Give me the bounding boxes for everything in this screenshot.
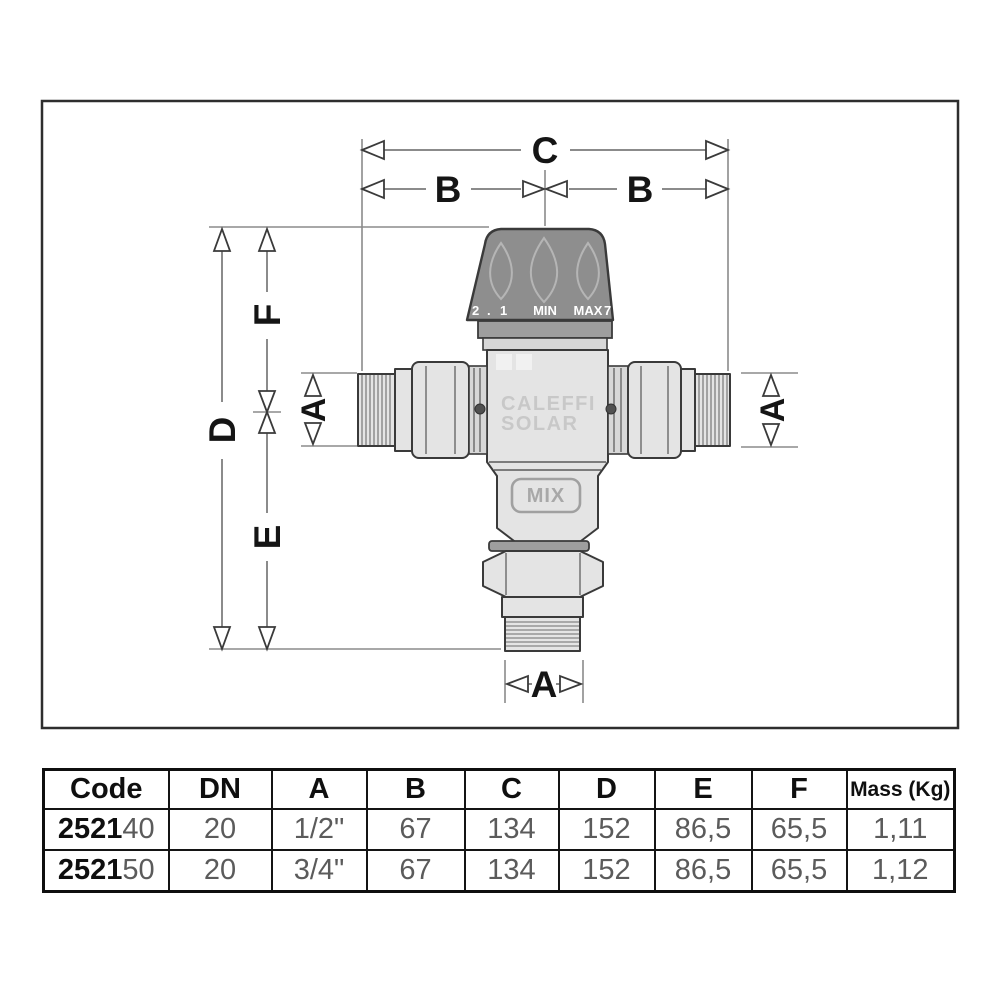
knob-scale-1: 1 (500, 303, 508, 318)
dim-label-e: E (247, 524, 288, 550)
dimension-a-bottom (507, 664, 581, 705)
dim-label-b-right: B (626, 169, 654, 210)
arrow-down-icon (305, 423, 321, 444)
mass-cell: 1,11 (847, 809, 955, 850)
body-highlight (516, 354, 532, 370)
dimension-d (202, 229, 243, 649)
c-cell: 134 (465, 850, 559, 892)
dimension-c (362, 130, 728, 171)
col-header-c: C (465, 770, 559, 810)
dn-cell: 20 (169, 850, 272, 892)
arrow-up-icon (305, 375, 321, 396)
code-cell (44, 809, 169, 850)
table-header-row (44, 770, 955, 810)
valve-body (487, 350, 608, 544)
mixing-valve (358, 229, 730, 651)
col-header-b: B (367, 770, 465, 810)
bottom-cylinder (502, 597, 583, 617)
c-cell: 134 (465, 809, 559, 850)
arrow-left-icon (362, 141, 384, 159)
code-suffix: 50 (122, 854, 155, 886)
knob-scale-dot: . (487, 303, 491, 318)
dim-label-c: C (531, 130, 559, 171)
dim-label-a-right: A (754, 397, 792, 423)
col-header-d: D (559, 770, 655, 810)
dim-label-f: F (247, 303, 288, 327)
arrow-right-icon (560, 676, 581, 692)
arrow-mid-down-icon (259, 391, 275, 412)
b-cell: 67 (367, 850, 465, 892)
arrow-down-icon (259, 627, 275, 649)
arrow-right-icon (706, 180, 728, 198)
a-cell: 1/2" (272, 809, 367, 850)
table-row (44, 850, 955, 892)
bottom-hex-nut (483, 551, 603, 597)
code-prefix: 2521 (57, 813, 123, 845)
dim-label-a-left: A (295, 397, 333, 423)
right-port (608, 362, 730, 458)
col-header-f: F (752, 770, 847, 810)
col-header-dn: DN (169, 770, 272, 810)
e-cell: 86,5 (655, 809, 752, 850)
arrow-up-icon (763, 375, 779, 396)
spec-table (42, 768, 956, 893)
knob-scale-min: MIN (533, 303, 557, 318)
left-rivet-dot (475, 404, 485, 414)
arrow-center-right-icon (523, 181, 544, 197)
table-row (44, 809, 955, 850)
f-cell: 65,5 (752, 850, 847, 892)
arrow-left-icon (362, 180, 384, 198)
knob-scale-7: 7 (604, 303, 612, 318)
b-cell: 67 (367, 809, 465, 850)
arrow-up-icon (259, 229, 275, 251)
mix-label: MIX (526, 485, 566, 507)
left-union-nut (412, 362, 469, 458)
arrow-mid-up-icon (259, 412, 275, 433)
body-highlight (496, 354, 512, 370)
code-prefix: 2521 (57, 854, 123, 886)
arrow-up-icon (214, 229, 230, 251)
right-male-thread (695, 374, 730, 446)
d-cell: 152 (559, 809, 655, 850)
e-cell: 86,5 (655, 850, 752, 892)
a-cell: 3/4" (272, 850, 367, 892)
code-suffix: 40 (122, 813, 155, 845)
bottom-washer (489, 541, 589, 551)
bonnet-collar (483, 338, 607, 350)
knob-scale-max: MAX (573, 303, 603, 318)
arrow-down-icon (214, 627, 230, 649)
col-header-e: E (655, 770, 752, 810)
left-tailpiece (395, 369, 412, 451)
col-header-code: Code (44, 770, 169, 810)
arrow-left-icon (507, 676, 528, 692)
knob-scale-2: 2 (472, 303, 480, 318)
mass-cell: 1,12 (847, 850, 955, 892)
brand-line2: SOLAR (501, 413, 579, 435)
right-rivet-dot (606, 404, 616, 414)
col-header-a: A (272, 770, 367, 810)
dimension-a-right (754, 375, 792, 445)
code-cell (44, 850, 169, 892)
f-cell: 65,5 (752, 809, 847, 850)
brand-line1: CALEFFI (501, 393, 596, 415)
arrow-right-icon (706, 141, 728, 159)
dim-label-a-bottom: A (530, 664, 558, 705)
arrow-down-icon (763, 424, 779, 445)
dimension-a-left (295, 375, 333, 444)
left-port (358, 362, 487, 458)
locking-ring (478, 321, 612, 338)
dim-label-b-left: B (434, 169, 462, 210)
dn-cell: 20 (169, 809, 272, 850)
right-union-nut (628, 362, 681, 458)
d-cell: 152 (559, 850, 655, 892)
right-tailpiece (681, 369, 695, 451)
arrow-center-left-icon (546, 181, 567, 197)
col-header-mass: Mass (Kg) (847, 770, 955, 810)
bottom-outlet (483, 541, 603, 651)
dimension-f-e (247, 229, 288, 649)
dim-label-d: D (202, 416, 243, 444)
